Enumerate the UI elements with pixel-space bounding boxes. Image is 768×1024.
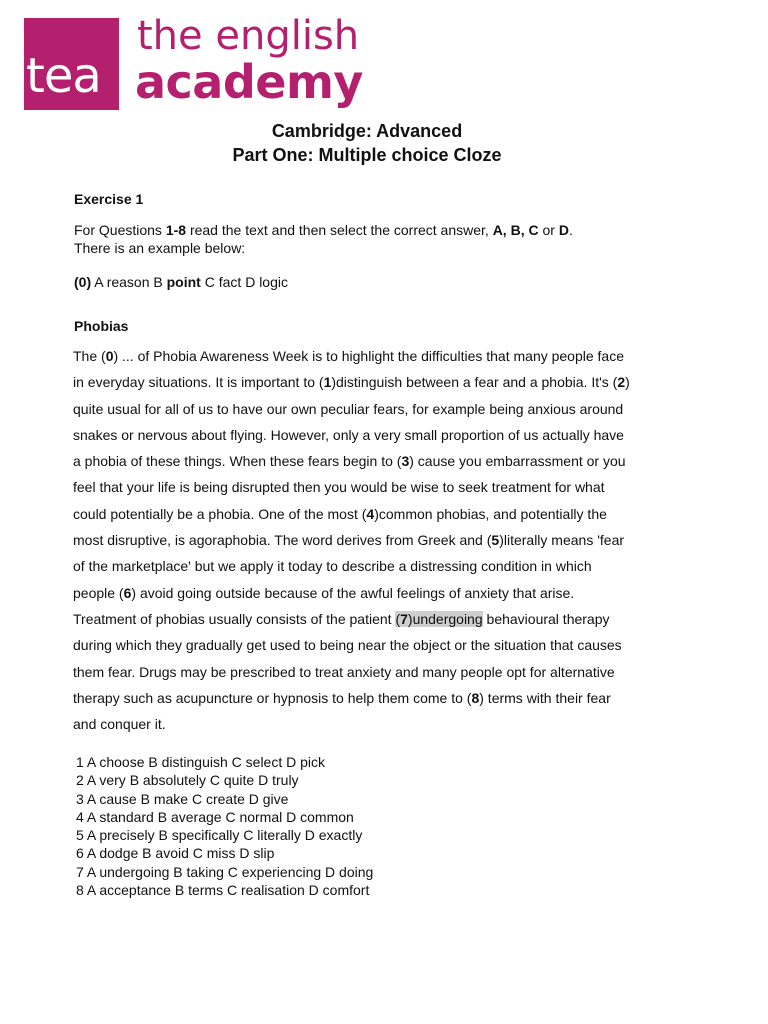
gap-number: 2 [617,374,626,391]
instr-end: . [568,222,573,238]
gap-number: 3 [401,453,410,470]
exercise-heading-text: Exercise 1 [74,191,144,207]
option-4: 4 A standard B average C normal D common [76,808,354,825]
passage-line [73,369,713,395]
passage-segment: ) avoid going outside because of the awful feelings of anxiety that arise. [131,584,575,601]
logo-line-1: the english [137,13,360,59]
instr-text-a: For Questions [74,222,166,238]
passage-line [73,527,713,553]
option-5: 5 A precisely B specifically C literally D exactly [76,827,363,844]
passage-segment: )undergoing [407,610,483,627]
passage-segment: ( [395,610,401,627]
passage-segment: The ( [73,348,106,364]
passage-line: snakes or nervous about flying. However, only a very small proportion of us actually have [73,426,624,443]
example-text-a: A reason B [91,274,167,290]
highlighted-answer [395,611,482,627]
option-2: 2 A very B absolutely C quite D truly [76,772,299,789]
passage-segment: ) terms with their fear [479,689,611,706]
passage-line [73,448,713,474]
instructions [74,221,714,257]
passage-segment: could potentially be a phobia. One of the most ( [73,505,367,522]
example-answer: point [166,274,201,290]
page-title [0,119,734,167]
passage-line: feel that your life is being disrupted then you would be wise to seek treatment for what [73,479,605,496]
option-6: 6 A dodge B avoid C miss D slip [76,845,275,862]
gap-number: 5 [491,532,500,549]
passage-segment: ) ... of Phobia Awareness Week is to highlight the difficulties that many people face [113,348,625,364]
passage-line [73,606,713,632]
gap-number: 0 [105,348,114,364]
exercise-heading [74,190,714,208]
example-number: (0) [74,274,92,290]
passage-segment: )common phobias, and potentially the [374,505,607,522]
passage-segment: )distinguish between a fear and a phobia. It's ( [331,374,618,391]
passage-segment: behavioural therapy [482,610,610,627]
passage-segment: ) [625,374,630,391]
answer-options [76,753,676,899]
gap-number: 8 [471,689,480,706]
logo-box-text: tea [26,48,101,104]
instr-range: 1-8 [165,222,187,238]
passage-heading [74,317,714,335]
passage-segment: a phobia of these things. When these fears begin to ( [73,453,402,470]
gap-number: 7 [400,610,408,627]
instr-d: D [558,222,569,238]
logo-box [24,18,119,110]
title-line-1: Cambridge: Advanced [271,121,463,141]
instr-text-b: read the text and then select the correct answer, [186,222,493,238]
option-8: 8 A acceptance B terms C realisation D comfort [76,882,370,899]
instr-letters: A, B, C [492,222,539,238]
passage-segment: most disruptive, is agoraphobia. The word derives from Greek and ( [73,532,492,549]
example-line [74,273,714,291]
passage-segment: Treatment of phobias usually consists of the patient [73,610,396,627]
passage-segment: )literally means 'fear [499,532,625,549]
logo-line-2: academy [135,55,363,109]
passage-line: and conquer it. [73,716,166,733]
option-3: 3 A cause B make C create D give [76,790,289,807]
passage-line: them fear. Drugs may be prescribed to treat anxiety and many people opt for alternative [73,663,615,680]
academy-logo [24,13,364,114]
passage-line: during which they gradually get used to being near the object or the situation that causes [73,637,622,654]
passage-line: of the marketplace' but we apply it today to describe a distressing condition in which [73,558,592,575]
instructions-line-2: There is an example below: [74,240,246,256]
passage-segment: ) cause you embarrassment or you [409,453,626,470]
instructions-line-1 [74,221,714,239]
passage-line [73,501,713,527]
gap-number: 1 [323,374,332,391]
passage-segment: people ( [73,584,124,601]
passage-segment: in everyday situations. It is important to ( [73,374,324,391]
option-1: 1 A choose B distinguish C select D pick [76,754,326,770]
example-text-b: C fact D logic [200,274,288,290]
option-7: 7 A undergoing B taking C experiencing D doing [76,863,374,880]
passage-line [73,343,713,369]
instr-or: or [538,222,559,238]
gap-number: 6 [123,584,132,601]
passage-line: quite usual for all of us to have our own peculiar fears, for example being anxious around [73,400,624,417]
passage-segment: therapy such as acupuncture or hypnosis to help them come to ( [73,689,472,706]
passage-text [73,343,713,737]
gap-number: 4 [366,505,375,522]
title-line-2: Part One: Multiple choice Cloze [232,145,502,165]
passage-line [73,685,713,711]
passage-heading-text: Phobias [74,318,129,334]
passage-line [73,580,713,606]
